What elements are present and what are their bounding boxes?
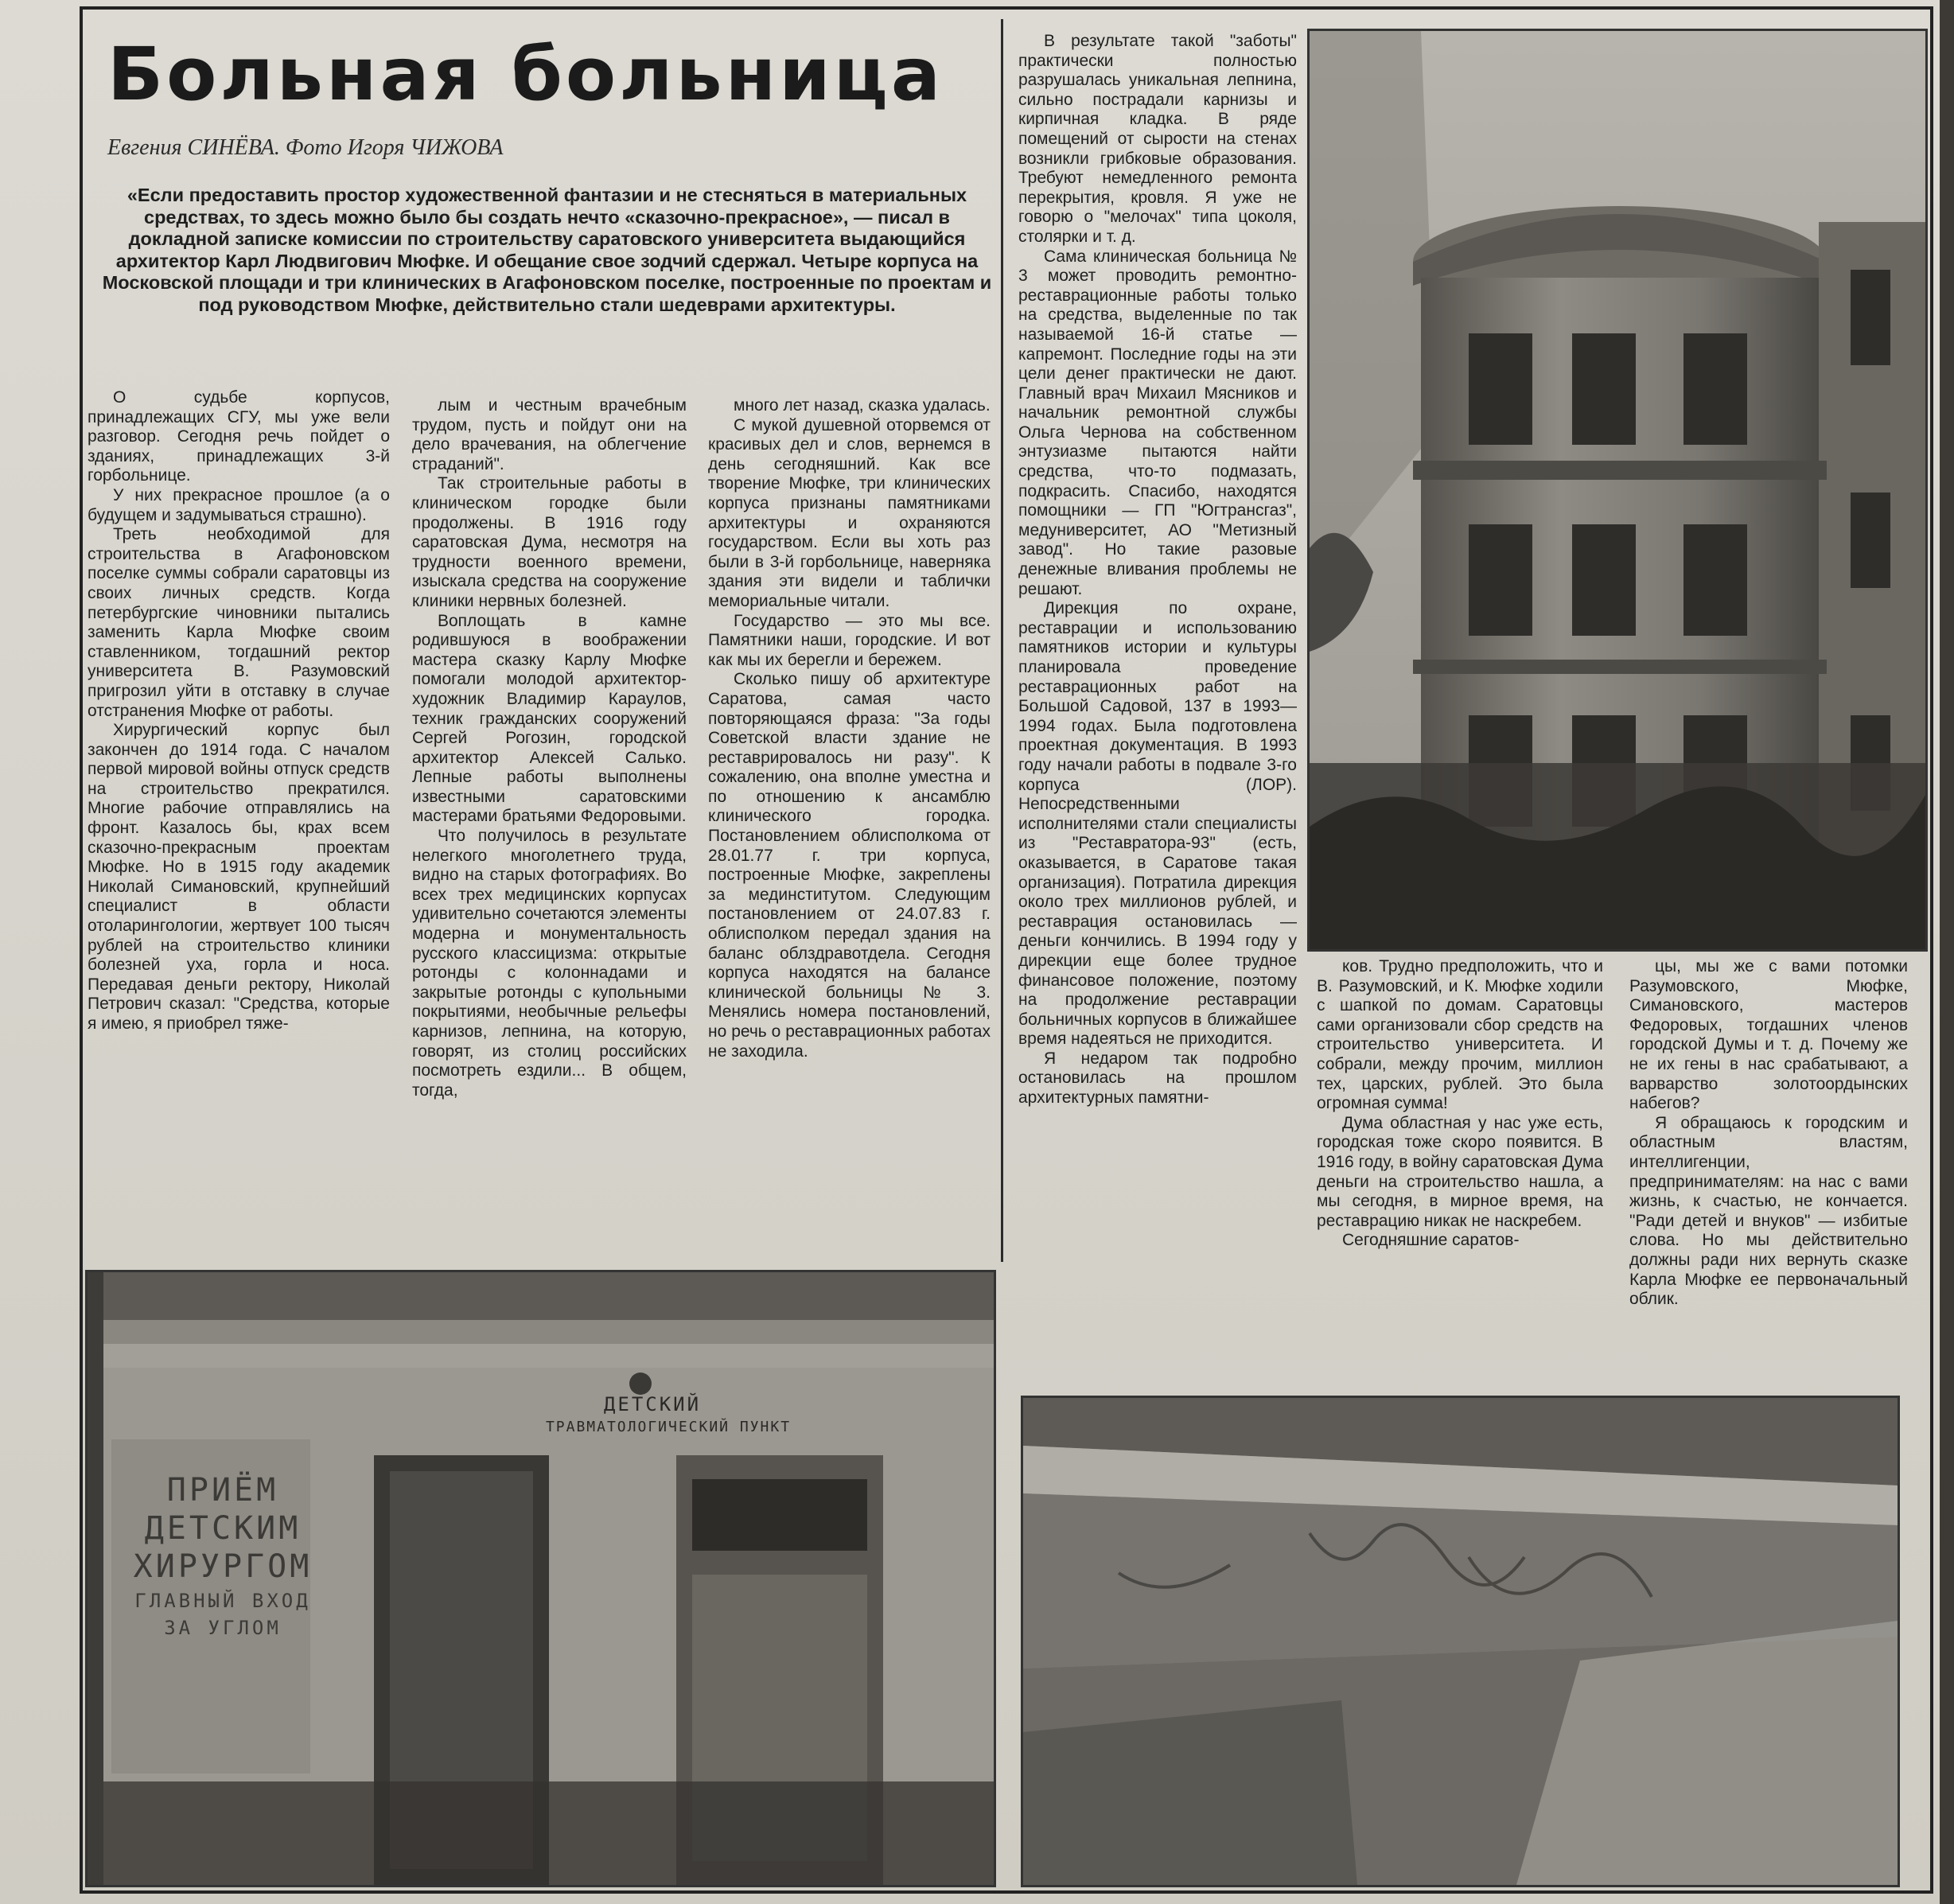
window-sign-line4: ГЛАВНЫЙ ВХОД xyxy=(134,1590,311,1612)
column-rule xyxy=(1001,19,1003,1262)
photo-entrance-sign xyxy=(85,1270,996,1887)
paragraph: Воплощать в камне родившуюся в воображении мастера сказку Карлу Мюфке помогали молодой архитектор-художник Владимир Караулов, техник гражданских сооружений Сергей Рогозин, городской архитектор Алексей Салько. Лепные работы выполнены известными саратовскими мастерами братьями Федоровыми. xyxy=(412,611,687,826)
article-lead: «Если предоставить простор художественной фантазии и не стесняться в материальных средствах, то здесь можно было бы создать нечто «сказочно-прекрасное», — писал в докладной записке комиссии по строительству саратовского университета выдающийся архитектор Карл Людвигович Мюфке. И обещание свое зодчий сдержал. Четыре корпуса на Московской площади и три клинических в Агафоновском поселке, построенные по проектам и под руководством Мюфке, действительно стали шедеврами архитектуры. xyxy=(102,185,992,315)
paragraph: О судьбе корпусов, принадлежащих СГУ, мы уже вели разговор. Сегодня речь пойдет о зданиях, принадлежащих 3-й горбольнице. xyxy=(88,388,390,485)
paragraph: Что получилось в результате нелегкого многолетнего труда, видно на старых фотографиях. Во всех трех медицинских корпусах удивительно сочетаются элементы модерна и монументальность русского классицизма: открытые ротонды с колоннадами и закрытые ротонды с купольными покрытиями, необычные рельефы карнизов, лепнина, на которую, говорят, из столиц российских посмотреть ездили... В общем, тогда, xyxy=(412,827,687,1100)
paragraph: ков. Трудно предположить, что и В. Разумовский, и К. Мюфке ходили с шапкой по домам. Саратовцы сами организовали сбор средств на строительство университета. И собрали, между прочим, миллион тех, царских, рублей. Это была огромная сумма! xyxy=(1317,957,1603,1113)
paragraph: Государство — это мы все. Памятники наши, городские. И вот как мы их берегли и бережем. xyxy=(708,611,991,669)
photo-damaged-cornice xyxy=(1021,1396,1900,1887)
window-sign-line3: ХИРУРГОМ xyxy=(133,1548,313,1585)
paragraph: Сама клиническая больница № 3 может проводить ремонтно-реставрационные работы только на средства, выделенные по так называемой 16-й статье — капремонт. Последние годы на эти цели денег практически не дают. Главный врач Михаил Мясников и начальник ремонтной службы Ольга Чернова на собственном энтузиазме пытаются найти средства, что-то подмазать, подкрасить. Спасибо, находятся помощники — ГП "Югтрансгаз", медуниверситет, АО "Метизный завод". Но такие разовые денежные вливания проблемы не решают. xyxy=(1018,247,1297,598)
paragraph: Дирекция по охране, реставрации и использованию памятников истории и культуры планировала проведение реставрационных работ на Большой Садовой, 137 в 1993—1994 годах. Была подготовлена проектная документация. В 1993 году начали работы в подвале 3-го корпуса (ЛОР). Непосредственными исполнителями стали специалисты из "Реставратора-93" (есть, оказывается, в Саратове такая организация). Потратила дирекция около трех миллионов рублей, и реставрация остановилась — деньги кончились. В 1994 году у дирекции еще более трудное финансовое положение, поэтому на продолжение реставрации больничных корпусов в ближайшее время надеяться не приходится. xyxy=(1018,599,1297,1049)
paragraph: У них прекрасное прошлое (а о будущем и задумываться страшно). xyxy=(88,485,390,524)
text-column-5 xyxy=(1317,957,1603,1379)
text-column-1 xyxy=(88,388,390,1273)
paragraph: Так строительные работы в клиническом городке были продолжены. В 1916 году саратовская Дума, несмотря на трудности военного времени, изыскала средства на сооружение клиники нервных болезней. xyxy=(412,474,687,610)
paragraph: Я обращаюсь к городским и областным властям, интеллигенции, предпринимателям: на нас с вами жизнь, к счастью, не кончается. "Ради детей и внуков" — избитые слова. Но мы действительно должны ради них вернуть сказке Карла Мюфке ее первоначальный облик. xyxy=(1629,1113,1908,1309)
building-sign-line2: ТРАВМАТОЛОГИЧЕСКИЙ ПУНКТ xyxy=(545,1419,792,1435)
paragraph: Сегодняшние саратов- xyxy=(1342,1231,1520,1250)
paragraph: Треть необходимой для строительства в Агафоновском поселке суммы собрали саратовцы из своих личных средств. Когда петербургские чиновники пытались заменить Карла Мюфке своим ставленником, тогдашний ректор университета В. Разумовский пригрозил уйти в отставку в случае отстранения Мюфке от работы. xyxy=(88,525,390,720)
photo-rotunda-building xyxy=(1307,29,1928,952)
text-column-6 xyxy=(1629,957,1908,1395)
window-sign-line1: ПРИЁМ xyxy=(166,1472,279,1509)
paragraph: цы, мы же с вами потомки Разумовского, Мюфке, Симановского, мастеров Федоровых, тогдашних членов городской Думы и т. д. Почему же не их гены в нас срабатывают, а варварство золотоордынских набегов? xyxy=(1629,957,1908,1113)
paragraph: много лет назад, сказка удалась. xyxy=(734,396,991,415)
paragraph: лым и честным врачебным трудом, пусть и пойдут они на дело врачевания, на облегчение страданий". xyxy=(412,396,687,473)
text-column-4 xyxy=(1018,32,1297,1400)
paragraph: В результате такой "заботы" практически полностью разрушалась уникальная лепнина, сильно пострадали карнизы и кирпичная кладка. В ряде помещений от сырости на стенах возникли грибковые образования. Требуют немедленного ремонта перекрытия, кровля. Я уже не говорю о "мелочах" типа цоколя, столярки и т. д. xyxy=(1018,32,1297,246)
window-sign-line5: ЗА УГЛОМ xyxy=(164,1617,282,1639)
article-byline: Евгения СИНЁВА. Фото Игоря ЧИЖОВА xyxy=(107,135,504,160)
building-sign-line1: ДЕТСКИЙ xyxy=(603,1393,702,1415)
paragraph: Хирургический корпус был закончен до 1914 года. С началом первой мировой войны отпуск средств на строительство прекратился. Многие рабочие отправлялись на фронт. Казалось бы, крах всем сказочно-прекрасным проектам Мюфке. Но в 1915 году академик Николай Симановский, крупнейший специалист в области отоларингологии, жертвует 100 тысяч рублей на строительство клиники болезней уха, горла и носа. Передавая деньги ректору, Николай Петрович сказал: "Средства, которые я имею, я приобрел тяже- xyxy=(88,721,390,1033)
window-sign xyxy=(119,1471,326,1640)
window-sign-line2: ДЕТСКИМ xyxy=(144,1510,302,1547)
rotunda-building-image xyxy=(1310,31,1925,949)
paragraph: Сколько пишу об архитектуре Саратова, самая часто повторяющаяся фраза: "За годы Советской власти здание не реставрировалось ни разу". К сожалению, она вполне уместна и по отношению к ансамблю клинического городка. Постановлением облисполкома от 28.01.77 г. три корпуса, построенные Мюфке, закреплены за мединститутом. Следующим постановлением от 24.07.83 г. облисполком передал здания на баланс облздравотдела. Сегодня корпуса находятся на балансе клинической больницы № 3. Менялись номера постановлений, но речь о реставрационных работах не заходила. xyxy=(708,670,991,1061)
paragraph: Дума областная у нас уже есть, городская тоже скоро появится. В 1916 году, в войну саратовская Дума деньги на строительство нашла, а мы сегодня, в мирное время, на реставрацию никак не наскребем. xyxy=(1317,1113,1603,1230)
paragraph: С мукой душевной оторвемся от красивых дел и слов, вернемся в день сегодняшний. Как все творение Мюфке, три клинических корпуса признаны памятниками архитектуры и охраняются государством. Если вы хоть раз были в 3-й горбольнице, наверняка здания эти видели и таблички мемориальные читали. xyxy=(708,415,991,610)
text-column-2 xyxy=(412,396,687,1263)
cornice-image xyxy=(1023,1398,1898,1885)
paragraph: Я недаром так подробно остановилась на прошлом архитектурных памятни- xyxy=(1018,1049,1297,1108)
article-headline: Больная больница xyxy=(107,32,944,117)
text-column-3 xyxy=(708,396,991,1263)
